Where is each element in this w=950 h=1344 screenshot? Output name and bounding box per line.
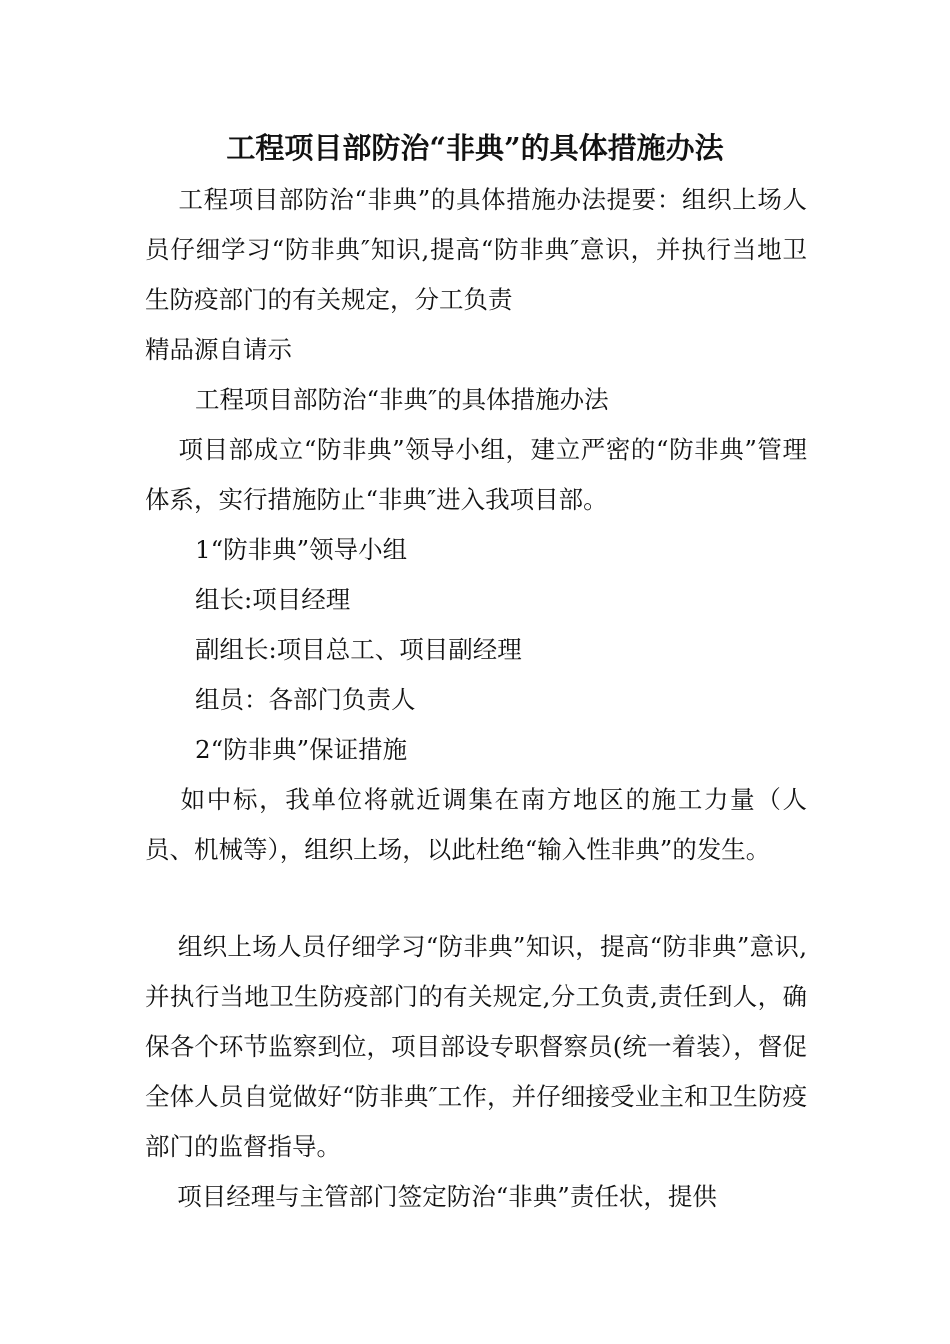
leader-line: 组长:项目经理 [195, 585, 351, 614]
summary-paragraph: 工程项目部防治“非典”的具体措施办法提要：组织上场人员仔细学习“防非典″知识,提高“防非典″意识，并执行当地卫生防疫部门的有关规定，分工负责 [145, 185, 807, 314]
section1-heading: 1“防非典”领导小组 [195, 535, 408, 564]
members-line: 组员：各部门负责人 [195, 685, 416, 714]
training-paragraph: 组织上场人员仔细学习“防非典”知识，提高“防非典”意识,并执行当地卫生防疫部门的有关规定,分工负责,责任到人，确保各个环节监察到位，项目部设专职督察员(统一着装），督促全体人员自觉做好“防非典″工作，并仔细接受业主和卫生防疫部门的监督指导。 [145, 932, 807, 1161]
mobilize-paragraph: 如中标，我单位将就近调集在南方地区的施工力量（人员、机械等），组织上场，以此杜绝“输入性非典”的发生。 [145, 785, 807, 864]
section2-heading: 2“防非典”保证措施 [195, 735, 408, 764]
intro-paragraph: 项目部成立“防非典”领导小组，建立严密的“防非典”管理体系，实行措施防止“非典″进入我项目部。 [145, 435, 807, 514]
document-title: 工程项目部防治“非典”的具体措施办法 [226, 131, 724, 165]
deputy-line: 副组长:项目总工、项目副经理 [195, 635, 522, 664]
responsibility-paragraph: 项目经理与主管部门签定防治“非典”责任状，提供 [145, 1182, 717, 1211]
source-note: 精品源自请示 [145, 335, 292, 364]
subtitle: 工程项目部防治“非典″的具体措施办法 [195, 385, 609, 414]
